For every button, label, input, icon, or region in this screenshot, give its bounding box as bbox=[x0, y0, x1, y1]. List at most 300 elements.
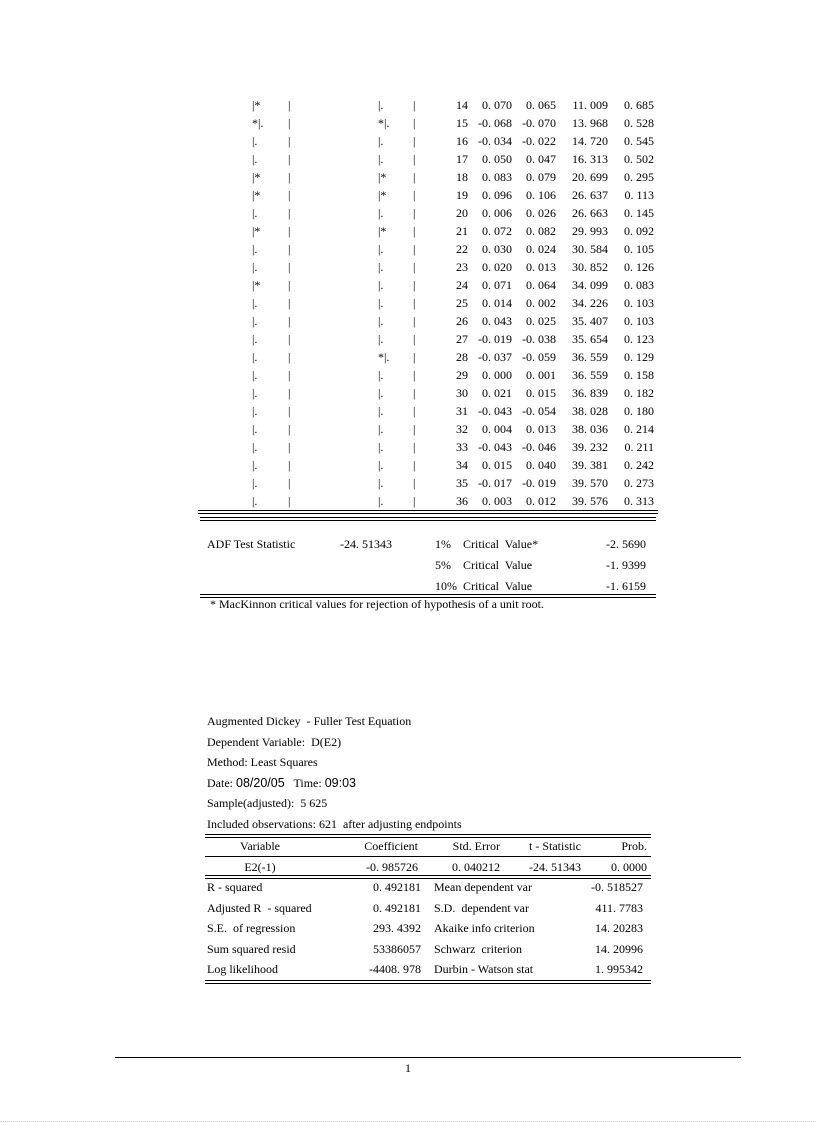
column-divider: | bbox=[413, 350, 416, 364]
q-stat: 29. 993 bbox=[572, 224, 608, 238]
stat-label: Mean dependent var bbox=[434, 880, 532, 894]
column-divider: | bbox=[288, 404, 291, 418]
q-stat: 16. 313 bbox=[572, 152, 608, 166]
partial-correlation-bar: |. bbox=[378, 278, 384, 292]
pac-value: -0. 054 bbox=[522, 404, 556, 418]
lag: 19 bbox=[456, 188, 468, 202]
ac-value: -0. 034 bbox=[478, 134, 512, 148]
ac-value: 0. 030 bbox=[482, 242, 512, 256]
stat-value: 0. 492181 bbox=[373, 880, 421, 894]
partial-correlation-bar: |* bbox=[378, 188, 387, 202]
stat-label: Sum squared resid bbox=[207, 941, 296, 956]
autocorrelation-bar: |. bbox=[252, 242, 258, 256]
ac-value: 0. 050 bbox=[482, 152, 512, 166]
pac-value: 0. 082 bbox=[526, 224, 556, 238]
column-divider: | bbox=[288, 224, 291, 238]
column-divider: | bbox=[413, 116, 416, 130]
lag: 36 bbox=[456, 494, 468, 508]
partial-correlation-bar: |. bbox=[378, 98, 384, 112]
pac-value: -0. 070 bbox=[522, 116, 556, 130]
q-stat: 36. 559 bbox=[572, 368, 608, 382]
correlogram-row bbox=[200, 132, 660, 150]
correlogram-row bbox=[200, 294, 660, 312]
partial-correlation-bar: |. bbox=[378, 206, 384, 220]
q-stat: 35. 407 bbox=[572, 314, 608, 328]
prob-value: 0. 158 bbox=[624, 368, 654, 382]
ac-value: 0. 015 bbox=[482, 458, 512, 472]
lag: 29 bbox=[456, 368, 468, 382]
dependent-variable: Dependent Variable: D(E2) bbox=[207, 734, 342, 749]
correlogram-row bbox=[200, 114, 660, 132]
method: Method: Least Squares bbox=[207, 755, 318, 770]
stat-value: 53386057 bbox=[373, 941, 421, 956]
pac-value: 0. 026 bbox=[526, 206, 556, 220]
pac-value: 0. 040 bbox=[526, 458, 556, 472]
lag: 33 bbox=[456, 440, 468, 454]
correlogram-row bbox=[200, 96, 660, 114]
pac-value: 0. 024 bbox=[526, 242, 556, 256]
correlogram-row bbox=[200, 492, 660, 510]
autocorrelation-bar: |. bbox=[252, 440, 258, 454]
lag: 30 bbox=[456, 386, 468, 400]
pac-value: 0. 079 bbox=[526, 170, 556, 184]
column-divider: | bbox=[413, 278, 416, 292]
partial-correlation-bar: |* bbox=[378, 170, 387, 184]
sample-range: Sample(adjusted): 5 625 bbox=[207, 796, 328, 811]
correlogram-row bbox=[200, 150, 660, 168]
stat-label: R - squared bbox=[207, 880, 263, 894]
partial-correlation-bar: |. bbox=[378, 332, 384, 346]
pac-value: -0. 059 bbox=[522, 350, 556, 364]
prob-value: 0. 242 bbox=[624, 458, 654, 472]
correlogram-row bbox=[200, 438, 660, 456]
stat-label: Adjusted R - squared bbox=[207, 900, 312, 915]
ac-value: 0. 020 bbox=[482, 260, 512, 274]
autocorrelation-bar: |* bbox=[252, 170, 261, 184]
lag: 21 bbox=[456, 224, 468, 238]
regression-stats bbox=[205, 877, 651, 980]
page-edge-dotted-line bbox=[0, 1121, 816, 1122]
adf-row-2 bbox=[200, 555, 652, 576]
autocorrelation-bar: *|. bbox=[252, 116, 264, 130]
column-divider: | bbox=[288, 494, 291, 508]
q-stat: 39. 232 bbox=[572, 440, 608, 454]
ac-value: 0. 070 bbox=[482, 98, 512, 112]
autocorrelation-bar: |. bbox=[252, 134, 258, 148]
partial-correlation-bar: |. bbox=[378, 422, 384, 436]
stats-row bbox=[205, 939, 651, 960]
partial-correlation-bar: |. bbox=[378, 296, 384, 310]
partial-correlation-bar: |. bbox=[378, 368, 384, 382]
critical-label: Critical Value bbox=[463, 579, 533, 593]
lag: 26 bbox=[456, 314, 468, 328]
column-divider: | bbox=[413, 134, 416, 148]
q-stat: 39. 576 bbox=[572, 494, 608, 508]
column-divider: | bbox=[288, 278, 291, 292]
correlogram-row bbox=[200, 258, 660, 276]
prob-value: 0. 211 bbox=[624, 440, 654, 454]
correlogram-row bbox=[200, 420, 660, 438]
ac-value: -0. 019 bbox=[478, 332, 512, 346]
q-stat: 26. 663 bbox=[572, 206, 608, 220]
column-divider: | bbox=[288, 476, 291, 490]
stat-value: 293. 4392 bbox=[373, 921, 421, 935]
column-divider: | bbox=[413, 206, 416, 220]
partial-correlation-bar: |* bbox=[378, 224, 387, 238]
lag: 31 bbox=[456, 404, 468, 418]
lag: 28 bbox=[456, 350, 468, 364]
prob-value: 0. 182 bbox=[624, 386, 654, 400]
stat-label: S.D. dependent var bbox=[434, 900, 529, 915]
q-stat: 39. 570 bbox=[572, 476, 608, 490]
adf-top-rule bbox=[200, 517, 656, 521]
partial-correlation-bar: |. bbox=[378, 242, 384, 256]
pac-value: -0. 019 bbox=[522, 476, 556, 490]
pac-value: 0. 025 bbox=[526, 314, 556, 328]
included-observations: Included observations: 621 after adjusting endpoints bbox=[207, 816, 462, 831]
critical-label: Critical Value bbox=[463, 558, 533, 572]
ac-value: 0. 014 bbox=[482, 296, 512, 310]
column-divider: | bbox=[288, 296, 291, 310]
time-value: 09:03 bbox=[324, 775, 356, 790]
q-stat: 34. 226 bbox=[572, 296, 608, 310]
q-stat: 30. 584 bbox=[572, 242, 608, 256]
adf-test-block bbox=[200, 534, 652, 597]
partial-correlation-bar: |. bbox=[378, 440, 384, 454]
partial-correlation-bar: |. bbox=[378, 458, 384, 472]
lag: 17 bbox=[456, 152, 468, 166]
adf-statistic: -24. 51343 bbox=[340, 537, 392, 551]
stat-label: S.E. of regression bbox=[207, 921, 296, 935]
correlogram-bottom-rule bbox=[198, 510, 658, 514]
correlogram-row bbox=[200, 348, 660, 366]
correlogram-row bbox=[200, 186, 660, 204]
ac-value: 0. 021 bbox=[482, 386, 512, 400]
column-divider: | bbox=[288, 386, 291, 400]
lag: 16 bbox=[456, 134, 468, 148]
correlogram-row bbox=[200, 366, 660, 384]
q-stat: 20. 699 bbox=[572, 170, 608, 184]
ac-value: 0. 071 bbox=[482, 278, 512, 292]
partial-correlation-bar: |. bbox=[378, 386, 384, 400]
autocorrelation-bar: |. bbox=[252, 494, 258, 508]
ac-value: 0. 043 bbox=[482, 314, 512, 328]
ac-value: 0. 003 bbox=[482, 494, 512, 508]
correlogram-row bbox=[200, 330, 660, 348]
column-divider: | bbox=[288, 458, 291, 472]
column-divider: | bbox=[288, 368, 291, 382]
partial-correlation-bar: *|. bbox=[378, 116, 390, 130]
equation-header bbox=[207, 711, 462, 835]
lag: 14 bbox=[456, 98, 468, 112]
prob-value: 0. 180 bbox=[624, 404, 654, 418]
pac-value: 0. 013 bbox=[526, 422, 556, 436]
critical-label: Critical Value* bbox=[463, 537, 539, 551]
stats-row bbox=[205, 918, 651, 939]
prob-value: 0. 113 bbox=[624, 188, 654, 202]
column-divider: | bbox=[288, 314, 291, 328]
column-divider: | bbox=[413, 152, 416, 166]
autocorrelation-bar: |* bbox=[252, 188, 261, 202]
prob-value: 0. 103 bbox=[624, 314, 654, 328]
q-stat: 35. 654 bbox=[572, 332, 608, 346]
pac-value: 0. 047 bbox=[526, 152, 556, 166]
autocorrelation-bar: |. bbox=[252, 476, 258, 490]
autocorrelation-bar: |. bbox=[252, 422, 258, 436]
autocorrelation-bar: |. bbox=[252, 296, 258, 310]
pac-value: 0. 106 bbox=[526, 188, 556, 202]
pac-value: -0. 046 bbox=[522, 440, 556, 454]
cell: -0. 985726 bbox=[366, 860, 418, 874]
ac-value: -0. 043 bbox=[478, 404, 512, 418]
critical-value: -1. 6159 bbox=[606, 579, 646, 593]
correlogram-row bbox=[200, 222, 660, 240]
prob-value: 0. 528 bbox=[624, 116, 654, 130]
date-value: 08/20/05 bbox=[236, 775, 285, 790]
q-stat: 38. 028 bbox=[572, 404, 608, 418]
prob-value: 0. 685 bbox=[624, 98, 654, 112]
prob-value: 0. 273 bbox=[624, 476, 654, 490]
date-label: Date: bbox=[207, 775, 236, 790]
lag: 24 bbox=[456, 278, 468, 292]
prob-value: 0. 123 bbox=[624, 332, 654, 346]
column-divider: | bbox=[288, 350, 291, 364]
prob-value: 0. 502 bbox=[624, 152, 654, 166]
critical-pct: 1% bbox=[435, 537, 451, 551]
coefficient-table bbox=[205, 836, 651, 877]
column-divider: | bbox=[288, 98, 291, 112]
partial-correlation-bar: *|. bbox=[378, 350, 390, 364]
autocorrelation-bar: |. bbox=[252, 350, 258, 364]
autocorrelation-bar: |. bbox=[252, 368, 258, 382]
stat-value: 0. 492181 bbox=[373, 900, 421, 915]
column-divider: | bbox=[413, 332, 416, 346]
pac-value: 0. 002 bbox=[526, 296, 556, 310]
footer-rule bbox=[115, 1057, 741, 1058]
lag: 35 bbox=[456, 476, 468, 490]
pac-value: 0. 065 bbox=[526, 98, 556, 112]
stat-value: 14. 20996 bbox=[595, 941, 643, 956]
column-divider: | bbox=[413, 440, 416, 454]
prob-value: 0. 103 bbox=[624, 296, 654, 310]
prob-value: 0. 295 bbox=[624, 170, 654, 184]
prob-value: 0. 313 bbox=[624, 494, 654, 508]
time-label: Time: bbox=[284, 775, 325, 790]
column-divider: | bbox=[288, 206, 291, 220]
ac-value: -0. 037 bbox=[478, 350, 512, 364]
q-stat: 11. 009 bbox=[572, 98, 608, 112]
autocorrelation-bar: |* bbox=[252, 278, 261, 292]
autocorrelation-bar: |. bbox=[252, 386, 258, 400]
ac-value: -0. 068 bbox=[478, 116, 512, 130]
ac-value: -0. 017 bbox=[478, 476, 512, 490]
pac-value: 0. 015 bbox=[526, 386, 556, 400]
cell: 0. 040212 bbox=[452, 860, 500, 874]
stat-label: Akaike info criterion bbox=[434, 921, 535, 935]
column-divider: | bbox=[288, 260, 291, 274]
column-divider: | bbox=[413, 458, 416, 472]
pac-value: 0. 001 bbox=[526, 368, 556, 382]
autocorrelation-bar: |. bbox=[252, 206, 258, 220]
pac-value: 0. 012 bbox=[526, 494, 556, 508]
stats-row bbox=[205, 898, 651, 919]
ac-value: 0. 006 bbox=[482, 206, 512, 220]
pac-value: -0. 022 bbox=[522, 134, 556, 148]
autocorrelation-bar: |. bbox=[252, 404, 258, 418]
column-divider: | bbox=[288, 440, 291, 454]
correlogram-row bbox=[200, 402, 660, 420]
adf-label: ADF Test Statistic bbox=[207, 537, 296, 551]
ac-value: 0. 072 bbox=[482, 224, 512, 238]
prob-value: 0. 126 bbox=[624, 260, 654, 274]
column-divider: | bbox=[413, 98, 416, 112]
stat-value: 411. 7783 bbox=[595, 900, 643, 915]
col-header: Variable bbox=[240, 839, 280, 853]
column-divider: | bbox=[413, 296, 416, 310]
column-divider: | bbox=[413, 188, 416, 202]
stats-row bbox=[205, 877, 651, 898]
column-divider: | bbox=[288, 188, 291, 202]
lag: 18 bbox=[456, 170, 468, 184]
page-number: 1 bbox=[405, 1061, 411, 1075]
ac-value: 0. 096 bbox=[482, 188, 512, 202]
column-divider: | bbox=[288, 422, 291, 436]
partial-correlation-bar: |. bbox=[378, 404, 384, 418]
critical-pct: 5% bbox=[435, 558, 451, 572]
prob-value: 0. 092 bbox=[624, 224, 654, 238]
critical-pct: 10% bbox=[435, 579, 457, 593]
column-divider: | bbox=[288, 134, 291, 148]
stats-row bbox=[205, 959, 651, 980]
correlogram-row bbox=[200, 456, 660, 474]
lag: 27 bbox=[456, 332, 468, 346]
column-divider: | bbox=[288, 116, 291, 130]
partial-correlation-bar: |. bbox=[378, 134, 384, 148]
ac-value: 0. 004 bbox=[482, 422, 512, 436]
col-header: Coefficient bbox=[364, 839, 418, 853]
q-stat: 13. 968 bbox=[572, 116, 608, 130]
autocorrelation-bar: |. bbox=[252, 314, 258, 328]
q-stat: 39. 381 bbox=[572, 458, 608, 472]
lag: 32 bbox=[456, 422, 468, 436]
cell: E2(-1) bbox=[244, 860, 276, 874]
column-divider: | bbox=[413, 170, 416, 184]
cell: -24. 51343 bbox=[529, 860, 581, 874]
critical-value: -1. 9399 bbox=[606, 558, 646, 572]
prob-value: 0. 105 bbox=[624, 242, 654, 256]
q-stat: 30. 852 bbox=[572, 260, 608, 274]
col-header: t - Statistic bbox=[529, 839, 581, 853]
column-divider: | bbox=[413, 494, 416, 508]
critical-value: -2. 5690 bbox=[606, 537, 646, 551]
autocorrelation-bar: |. bbox=[252, 458, 258, 472]
column-divider: | bbox=[413, 422, 416, 436]
stats-bottom-rule bbox=[205, 980, 651, 984]
ac-value: -0. 043 bbox=[478, 440, 512, 454]
column-divider: | bbox=[288, 170, 291, 184]
col-header: Prob. bbox=[621, 839, 647, 853]
column-divider: | bbox=[413, 314, 416, 328]
pac-value: 0. 013 bbox=[526, 260, 556, 274]
correlogram-row bbox=[200, 384, 660, 402]
prob-value: 0. 214 bbox=[624, 422, 654, 436]
column-divider: | bbox=[413, 386, 416, 400]
partial-correlation-bar: |. bbox=[378, 152, 384, 166]
stat-value: 1. 995342 bbox=[595, 962, 643, 976]
prob-value: 0. 145 bbox=[624, 206, 654, 220]
lag: 15 bbox=[456, 116, 468, 130]
column-divider: | bbox=[288, 332, 291, 346]
correlogram-row bbox=[200, 276, 660, 294]
lag: 34 bbox=[456, 458, 468, 472]
prob-value: 0. 545 bbox=[624, 134, 654, 148]
q-stat: 26. 637 bbox=[572, 188, 608, 202]
stat-label: Durbin - Watson stat bbox=[434, 962, 534, 976]
correlogram-table bbox=[200, 96, 660, 510]
lag: 22 bbox=[456, 242, 468, 256]
partial-correlation-bar: |. bbox=[378, 314, 384, 328]
q-stat: 14. 720 bbox=[572, 134, 608, 148]
partial-correlation-bar: |. bbox=[378, 476, 384, 490]
equation-title: Augmented Dickey - Fuller Test Equation bbox=[207, 714, 412, 728]
stat-value: -0. 518527 bbox=[591, 880, 643, 894]
q-stat: 34. 099 bbox=[572, 278, 608, 292]
correlogram-row bbox=[200, 168, 660, 186]
column-divider: | bbox=[413, 404, 416, 418]
autocorrelation-bar: |* bbox=[252, 224, 261, 238]
column-divider: | bbox=[413, 476, 416, 490]
correlogram-row bbox=[200, 240, 660, 258]
column-divider: | bbox=[288, 152, 291, 166]
autocorrelation-bar: |. bbox=[252, 260, 258, 274]
partial-correlation-bar: |. bbox=[378, 260, 384, 274]
column-divider: | bbox=[413, 224, 416, 238]
lag: 23 bbox=[456, 260, 468, 274]
date-time-line bbox=[207, 773, 462, 794]
stat-label: Log likelihood bbox=[207, 962, 278, 976]
coef-header-row bbox=[205, 836, 651, 856]
autocorrelation-bar: |. bbox=[252, 152, 258, 166]
pac-value: -0. 038 bbox=[522, 332, 556, 346]
q-stat: 36. 839 bbox=[572, 386, 608, 400]
prob-value: 0. 129 bbox=[624, 350, 654, 364]
lag: 20 bbox=[456, 206, 468, 220]
ac-value: 0. 083 bbox=[482, 170, 512, 184]
autocorrelation-bar: |. bbox=[252, 332, 258, 346]
cell: 0. 0000 bbox=[611, 860, 647, 874]
col-header: Std. Error bbox=[452, 839, 500, 853]
q-stat: 38. 036 bbox=[572, 422, 608, 436]
pac-value: 0. 064 bbox=[526, 278, 556, 292]
column-divider: | bbox=[288, 242, 291, 256]
coef-data-row bbox=[205, 857, 651, 877]
column-divider: | bbox=[413, 260, 416, 274]
autocorrelation-bar: |* bbox=[252, 98, 261, 112]
stat-value: 14. 20283 bbox=[595, 921, 643, 935]
column-divider: | bbox=[413, 368, 416, 382]
correlogram-row bbox=[200, 474, 660, 492]
partial-correlation-bar: |. bbox=[378, 494, 384, 508]
correlogram-row bbox=[200, 312, 660, 330]
adf-row-1 bbox=[200, 534, 652, 555]
correlogram-row bbox=[200, 204, 660, 222]
mackinnon-footnote: * MacKinnon critical values for rejection of hypothesis of a unit root. bbox=[210, 597, 544, 611]
column-divider: | bbox=[413, 242, 416, 256]
stat-label: Schwarz criterion bbox=[434, 941, 522, 956]
q-stat: 36. 559 bbox=[572, 350, 608, 364]
ac-value: 0. 000 bbox=[482, 368, 512, 382]
prob-value: 0. 083 bbox=[624, 278, 654, 292]
